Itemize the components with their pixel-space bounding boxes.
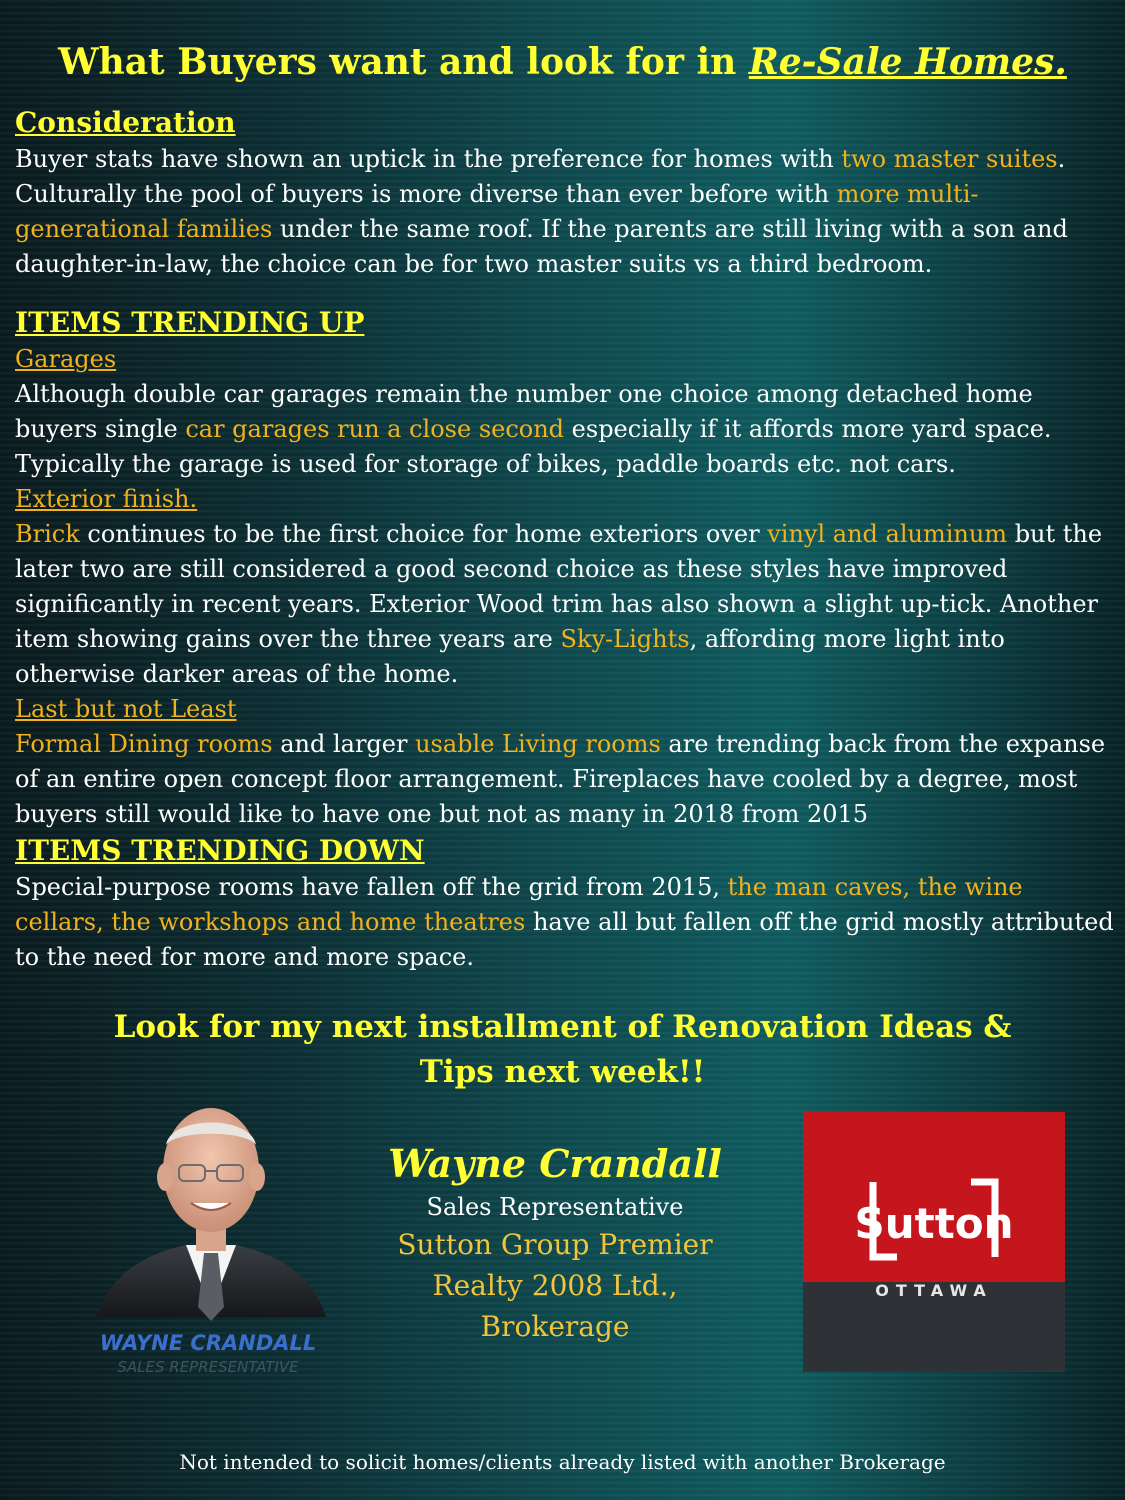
garages-heading: Garages xyxy=(15,345,117,373)
highlight-run: Brick xyxy=(15,520,80,548)
text-run: continues to be the first choice for home exteriors over xyxy=(79,520,768,548)
highlight-run: usable Living rooms xyxy=(415,730,661,758)
text-run: . Culturally the pool of buyers is more diverse than ever before with xyxy=(15,145,1066,208)
title-main: What Buyers want and look for in xyxy=(58,41,749,83)
trending-up-heading: ITEMS TRENDING UP xyxy=(15,306,365,339)
logo-city: OTTAWA xyxy=(875,1281,993,1300)
title-emphasis: Re-Sale Homes. xyxy=(748,41,1067,83)
text-run: especially if it affords more yard space. Typically the garage is used for storage of bikes, paddle boards etc. not cars. xyxy=(15,415,1052,478)
highlight-run: vinyl and aluminum xyxy=(767,520,1008,548)
callout-line: Tips next week!! xyxy=(419,1054,706,1090)
trending-down-paragraph xyxy=(15,870,1115,975)
photo-caption-name: WAYNE CRANDALL xyxy=(99,1331,317,1355)
sutton-logo xyxy=(803,1112,1065,1372)
text-run: but the later two are still considered a good second choice as these styles have improved significantly in recent years. Exterior Wood trim has also shown a slight up-tick. Another item showing gains over the three years are xyxy=(15,520,1103,653)
callout-line: Look for my next installment of Renovation Ideas & xyxy=(113,1009,1012,1045)
consideration-paragraph xyxy=(15,142,1115,282)
article-body xyxy=(15,104,1115,975)
highlight-run: the man caves, the wine cellars, the workshops and home theatres xyxy=(15,873,1023,936)
disclaimer: Not intended to solicit homes/clients already listed with another Brokerage xyxy=(179,1450,946,1474)
text-run: have all but fallen off the grid mostly attributed to the need for more and more space. xyxy=(15,908,1114,971)
agent-name: Wayne Crandall xyxy=(388,1141,722,1186)
text-run: Although double car garages remain the number one choice among detached home buyers single xyxy=(15,380,1033,443)
last-paragraph xyxy=(15,727,1115,832)
exterior-heading: Exterior finish. xyxy=(15,485,198,513)
exterior-paragraph xyxy=(15,517,1115,692)
agent-company-line: Realty 2008 Ltd., xyxy=(432,1269,678,1302)
logo-brand: Sutton xyxy=(854,1199,1014,1248)
agent-role: Sales Representative xyxy=(426,1193,684,1221)
highlight-run: Sky-Lights xyxy=(560,625,690,653)
highlight-run: car garages run a close second xyxy=(185,415,565,443)
trending-down-heading: ITEMS TRENDING DOWN xyxy=(15,834,425,867)
garages-paragraph xyxy=(15,377,1115,482)
text-run: , affording more light into otherwise darker areas of the home. xyxy=(15,625,1005,688)
agent-company-line: Brokerage xyxy=(480,1310,630,1343)
text-run: and larger xyxy=(272,730,416,758)
highlight-run: Formal Dining rooms xyxy=(15,730,273,758)
highlight-run: more multi-generational families xyxy=(15,180,979,243)
page-title xyxy=(0,38,1125,86)
highlight-run: two master suites xyxy=(841,145,1058,173)
text-run: Buyer stats have shown an uptick in the preference for homes with xyxy=(15,145,842,173)
text-run: under the same roof. If the parents are still living with a son and daughter-in-law, the choice can be for two master suits vs a third bedroom. xyxy=(15,215,1068,278)
text-run: are trending back from the expanse of an entire open concept floor arrangement. Fireplaces have cooled by a degree, most buyers still would like to have one but not as many in 2018 from 2015 xyxy=(15,730,1106,828)
agent-portrait xyxy=(86,1085,336,1385)
last-heading: Last but not Least xyxy=(15,695,237,723)
next-installment-callout xyxy=(40,1005,1085,1095)
text-run: Special-purpose rooms have fallen off the grid from 2015, xyxy=(15,873,728,901)
agent-contact-card xyxy=(355,1138,755,1347)
photo-caption-role: SALES REPRESENTATIVE xyxy=(117,1358,299,1376)
agent-company-line: Sutton Group Premier xyxy=(397,1228,713,1261)
consideration-heading: Consideration xyxy=(15,106,236,139)
